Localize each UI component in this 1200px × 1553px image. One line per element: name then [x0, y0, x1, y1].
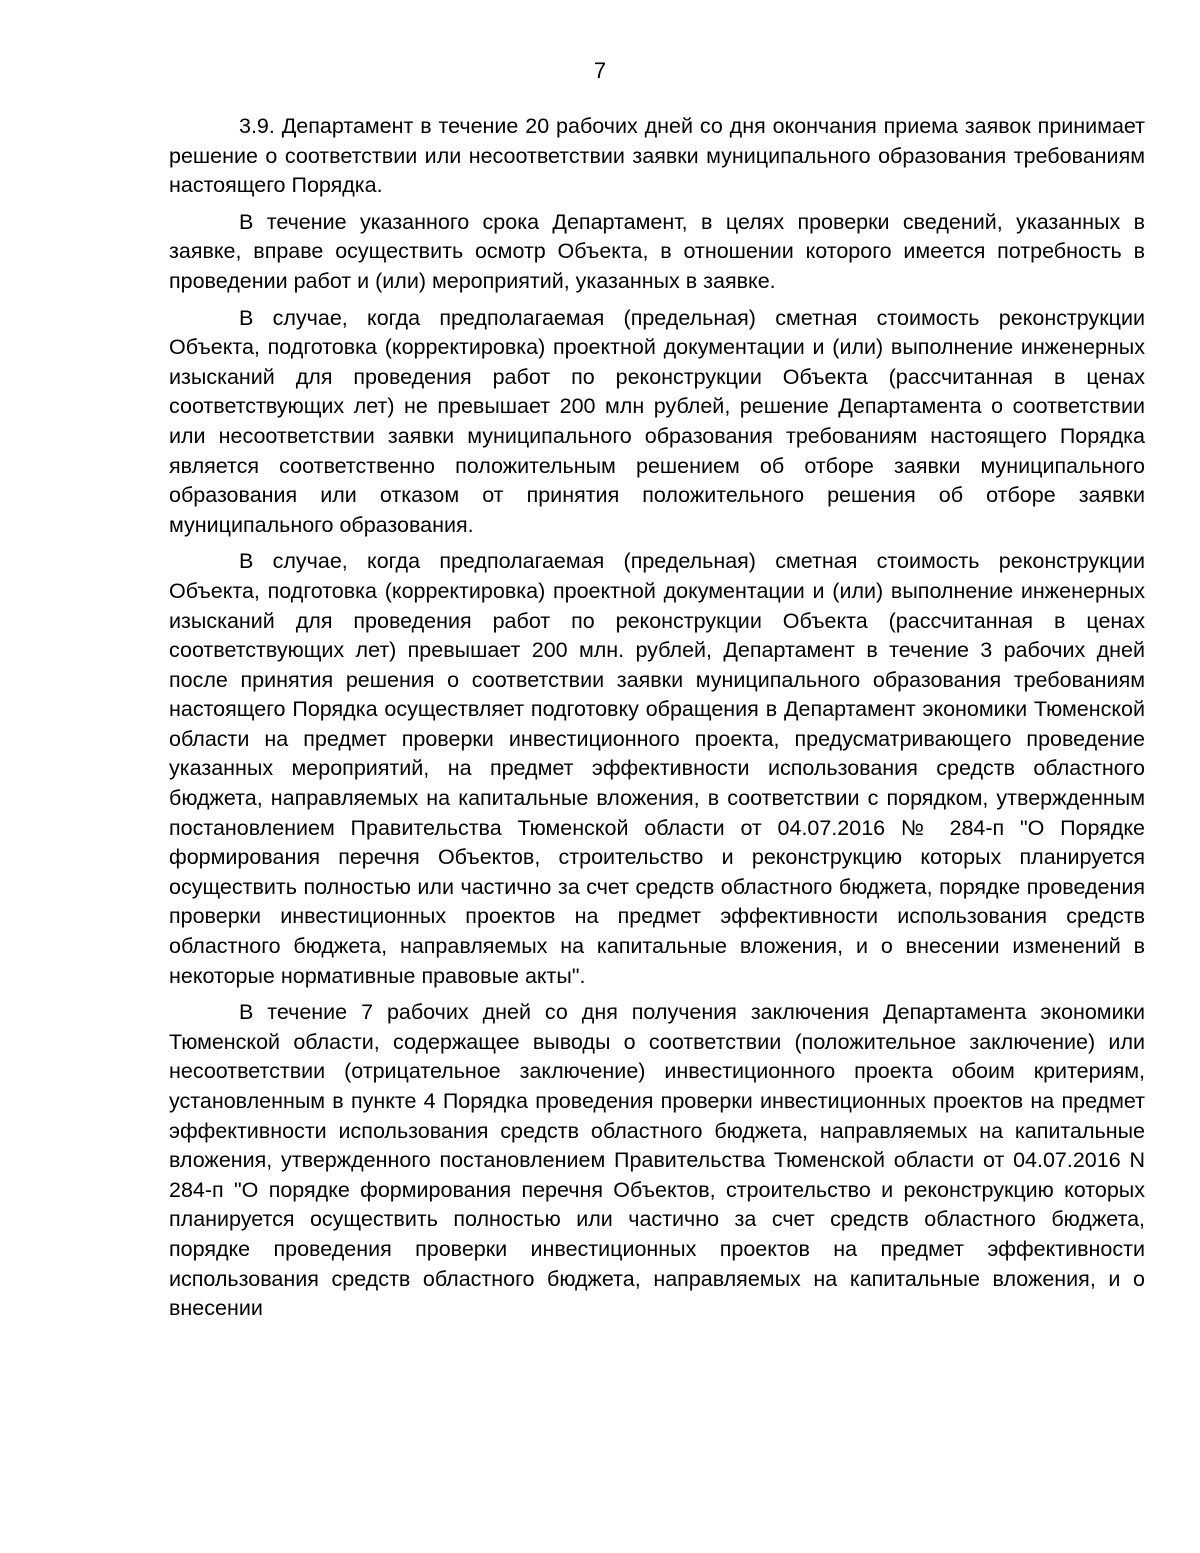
paragraph-inspection: В течение указанного срока Департамент, в целях проверки сведений, указанных в заявке, вправе осуществить осмотр Объекта, в отношении которого имеется потребность в проведении работ и (или) мероприятий, указанных в заявке. — [169, 209, 1145, 293]
page-number: 7 — [593, 58, 607, 83]
paragraph-cost-not-exceeding: В случае, когда предполагаемая (предельная) сметная стоимость реконструкции Объекта, подготовка (корректировка) проектной документации и (или) выполнение инженерных изысканий для проведения работ по реконструкции Объекта (рассчитанная в ценах соответствующих лет) не превышает 200 млн рублей, решение Департамента о соответствии или несоответствии заявки муниципального образования требованиям настоящего Порядка является соответственно положительным решением об отборе заявки муниципального образования или отказом от принятия положительного решения об отборе заявки муниципального образования. — [169, 305, 1145, 537]
paragraph-economics-conclusion: В течение 7 рабочих дней со дня получения заключения Департамента экономики Тюменской области, содержащее выводы о соответствии (положительное заключение) или несоответствии (отрицательное заключение) инвестиционного проекта обоим критериям, установленным в пункте 4 Порядка проведения проверки инвестиционных проектов на предмет эффективности использования средств областного бюджета, направляемых на капитальные вложения, утвержденного постановлением Правительства Тюменской области от 04.07.2016 N 284-п "О порядке формирования перечня Объектов, строительство и реконструкцию которых планируется осуществить полностью или частично за счет средств областного бюджета, порядке проведения проверки инвестиционных проектов на предмет эффективности использования средств областного бюджета, направляемых на капитальные вложения, и о внесении — [169, 1000, 1145, 1321]
document-body — [169, 112, 1145, 1331]
paragraph-3-9: 3.9. Департамент в течение 20 рабочих дней со дня окончания приема заявок принимает решение о соответствии или несоответствии заявки муниципального образования требованиям настоящего Порядка. — [169, 114, 1145, 198]
paragraph-cost-exceeding: В случае, когда предполагаемая (предельная) сметная стоимость реконструкции Объекта, подготовка (корректировка) проектной документации и (или) выполнение инженерных изысканий для проведения работ по реконструкции Объекта (рассчитанная в ценах соответствующих лет) превышает 200 млн. рублей, Департамент в течение 3 рабочих дней после принятия решения о соответствии заявки муниципального образования требованиям настоящего Порядка осуществляет подготовку обращения в Департамент экономики Тюменской области на предмет проверки инвестиционного проекта, предусматривающего проведение указанных мероприятий, на предмет эффективности использования средств областного бюджета, направляемых на капитальные вложения, в соответствии с порядком, утвержденным постановлением Правительства Тюменской области от 04.07.2016 № 284-п "О Порядке формирования перечня Объектов, строительство и реконструкцию которых планируется осуществить полностью или частично за счет средств областного бюджета, порядке проведения проверки инвестиционных проектов на предмет эффективности использования средств областного бюджета, направляемых на капитальные вложения, и о внесении изменений в некоторые нормативные правовые акты". — [169, 549, 1145, 988]
